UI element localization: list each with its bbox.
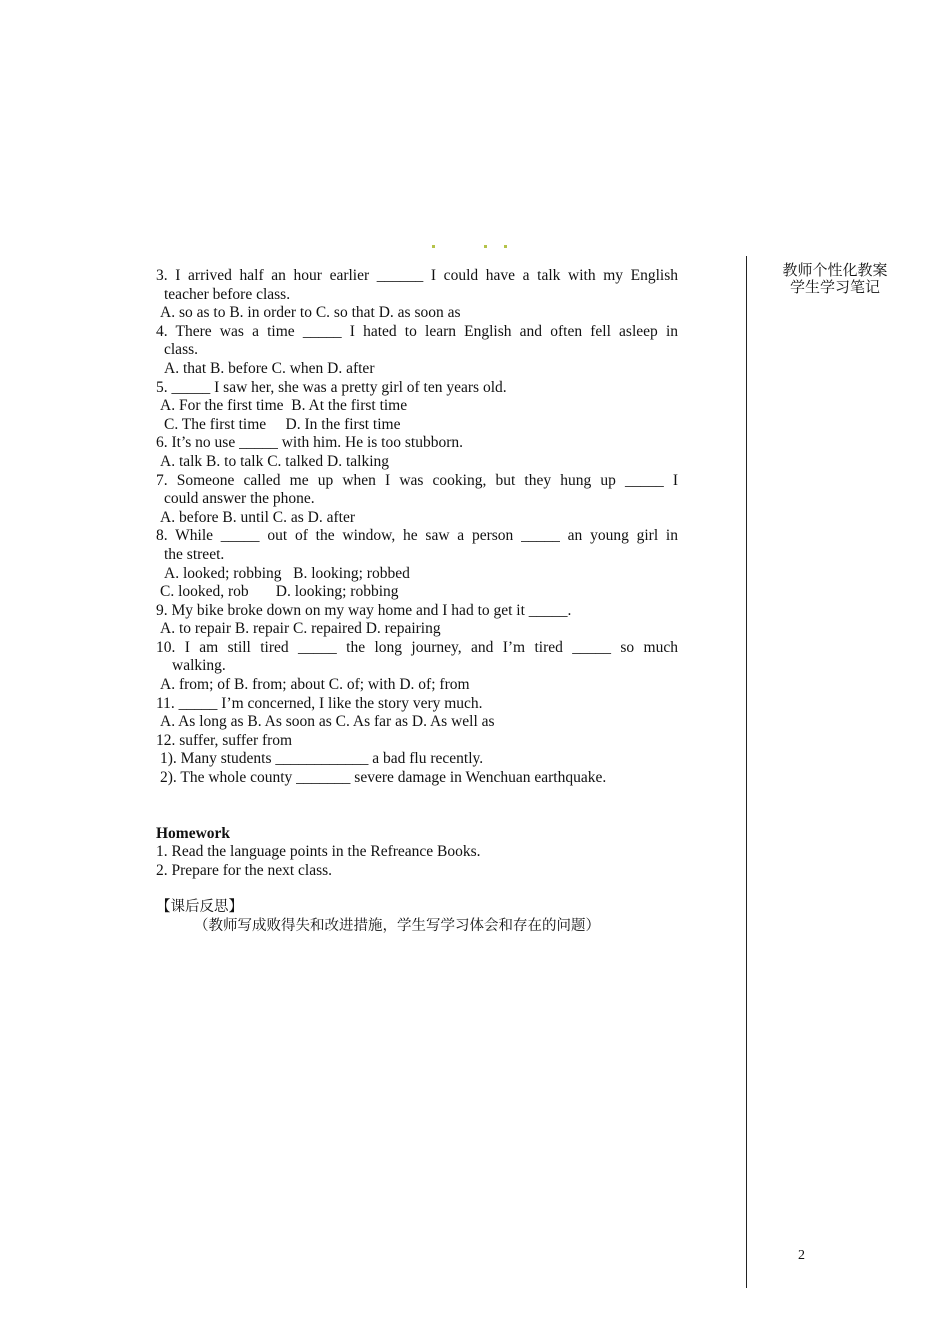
margin-divider (746, 256, 747, 1288)
homework-item: 1. Read the language points in the Refreance Books. (156, 843, 481, 861)
question-text: 4. There was a time _____ I hated to learn English and often fell asleep in (156, 322, 678, 340)
question-9 (156, 602, 678, 639)
homework-section (156, 825, 678, 881)
reflection-section (156, 898, 678, 935)
question-sentence: 2). The whole county _______ severe damage in Wenchuan earthquake. (160, 769, 607, 787)
question-3 (156, 267, 678, 323)
question-options: A. so as to B. in order to C. so that D. as soon as (160, 304, 461, 322)
question-options: A. that B. before C. when D. after (164, 359, 375, 377)
question-12 (156, 732, 678, 788)
question-8 (156, 527, 678, 601)
question-text: 6. It’s no use _____ with him. He is too stubborn. (156, 434, 463, 452)
question-text: 5. _____ I saw her, she was a pretty girl of ten years old. (156, 378, 507, 396)
question-11 (156, 695, 678, 732)
sidebar-line-teacher: 教师个性化教案 (782, 261, 888, 279)
question-10 (156, 639, 678, 695)
question-text: 7. Someone called me up when I was cooking, but they hung up _____ I (156, 471, 678, 489)
homework-item: 2. Prepare for the next class. (156, 861, 333, 879)
question-options: A. As long as B. As soon as C. As far as D. As well as (160, 713, 495, 731)
question-6 (156, 434, 678, 471)
question-text-cont: walking. (172, 657, 226, 675)
question-text-cont: class. (164, 341, 199, 359)
question-4 (156, 323, 678, 379)
question-sentence: 1). Many students ____________ a bad flu recently. (160, 750, 484, 768)
homework-title: Homework (156, 824, 231, 842)
question-options: A. For the first time B. At the first time (160, 397, 408, 415)
question-text: 8. While _____ out of the window, he saw a person _____ an young girl in (156, 527, 678, 545)
sidebar-line-student: 学生学习笔记 (789, 278, 880, 296)
question-text: 3. I arrived half an hour earlier ______ I could have a talk with my English (156, 267, 678, 284)
reflection-title: 【课后反思】 (156, 899, 243, 916)
question-text: 11. _____ I’m concerned, I like the story very much. (156, 694, 483, 712)
question-text-cont: teacher before class. (164, 285, 291, 303)
reflection-subtitle: （教师写成败得失和改进措施，学生写学习体会和存在的问题） (194, 918, 600, 934)
dot (484, 245, 487, 248)
sidebar-notes-header (770, 262, 900, 296)
decorative-dots (430, 245, 530, 253)
question-options: A. looked; robbing B. looking; robbed (164, 564, 410, 582)
exercise-section (156, 267, 678, 936)
question-text: 9. My bike broke down on my way home and I had to get it _____. (156, 601, 572, 619)
question-text: 12. suffer, suffer from (156, 731, 293, 749)
question-options: A. talk B. to talk C. talked D. talking (160, 452, 390, 470)
question-text: 10. I am still tired _____ the long journey, and I’m tired _____ so much (156, 638, 678, 656)
question-options: A. to repair B. repair C. repaired D. repairing (160, 620, 441, 638)
page-number: 2 (798, 1248, 805, 1263)
question-options: C. looked, rob D. looking; robbing (160, 583, 399, 601)
question-text-cont: the street. (164, 545, 225, 563)
question-options: A. before B. until C. as D. after (160, 508, 355, 526)
question-5 (156, 379, 678, 435)
dot (432, 245, 435, 248)
dot (504, 245, 507, 248)
question-7 (156, 472, 678, 528)
question-options: A. from; of B. from; about C. of; with D. of; from (160, 676, 470, 694)
question-options: C. The first time D. In the first time (164, 415, 401, 433)
question-text-cont: could answer the phone. (164, 490, 315, 508)
